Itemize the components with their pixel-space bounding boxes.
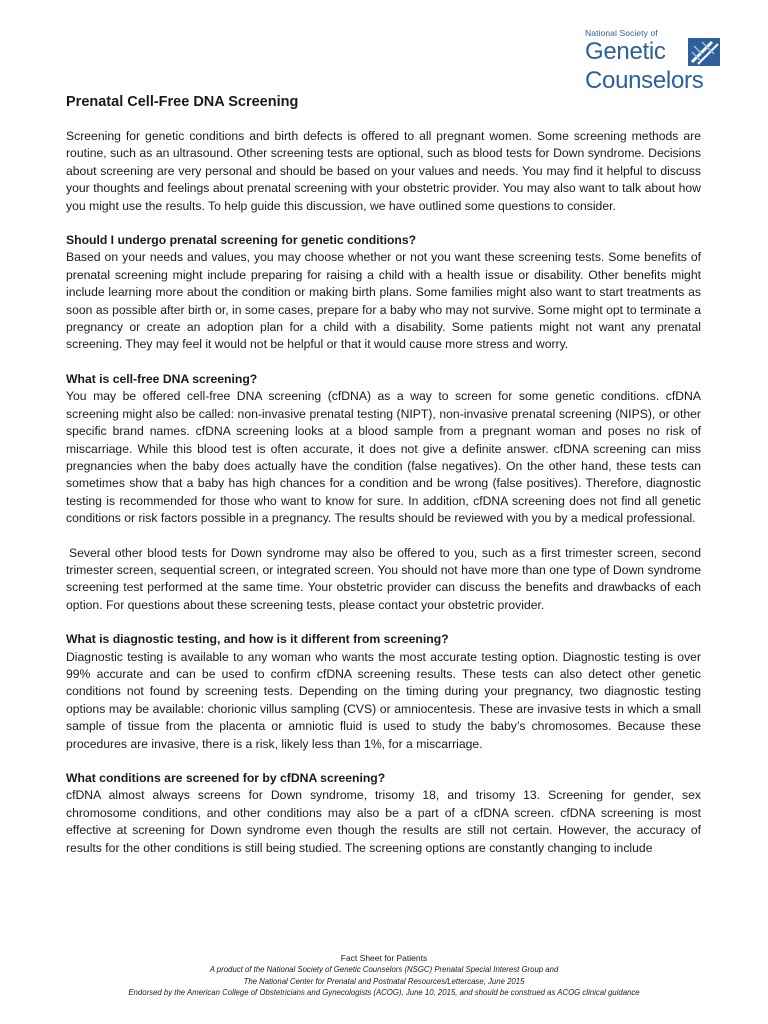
nsgc-logo — [585, 28, 725, 98]
section-body-undergo: Based on your needs and values, you may choose whether or not you want these screening tests. Some benefits of prenatal screening might include preparing for raising a child with a health issue or disability. Other benefits might include learning more about the condition or making birth plans. Some families might also want to start treatments as soon as possible after birth or, in some cases, prepare for a baby who may not survive. Some might opt to terminate a pregnancy or create an adoption plan for a child with a disability. Some patients might not want any prenatal screening. They may feel it would not be helpful or that it would cause more stress and worry. — [66, 250, 701, 352]
logo-line-1: Genetic — [585, 38, 666, 65]
footer-title: Fact Sheet for Patients — [340, 953, 428, 963]
footer-line-3: The National Center for Prenatal and Postnatal Resources/Lettercase, June 2015 — [243, 976, 525, 986]
footer-line-2: A product of the National Society of Genetic Counselors (NSGC) Prenatal Special Interest Group and — [209, 965, 559, 974]
section-heading-conditions: What conditions are screened for by cfDNA screening? — [66, 771, 386, 785]
section-body-conditions: cfDNA almost always screens for Down syndrome, trisomy 18, and trisomy 13. Screening for gender, sex chromosome conditions, and other conditions may also be a part of a cfDNA screen. cfDNA screening is most effective at screening for Down syndrome even though the results are still not certain. However, the accuracy of results for the other conditions is still being studied. The screening options are constantly changing to include — [66, 788, 701, 855]
section-heading-undergo: Should I undergo prenatal screening for genetic conditions? — [66, 233, 417, 248]
dna-helix-icon — [688, 38, 720, 66]
intro-paragraph: Screening for genetic conditions and birth defects is offered to all pregnant women. Some screening methods are routine, such as an ultrasound. Other screening tests are optional, such as blood tests for Down syndrome. Decisions about screening are very personal and should be based on your values and needs. You may find it helpful to discuss your thoughts and feelings about prenatal screening with your obstetric provider. You may also want to talk about how you might use the results. To help guide this discussion, we have outlined some questions to consider. — [66, 129, 701, 213]
section-heading-diagnostic: What is diagnostic testing, and how is it different from screening? — [66, 632, 449, 647]
footer-line-4: Endorsed by the American College of Obstetricians and Gynecologists (ACOG), June 10, 2015, and should be construed as ACOG clinical guidance — [128, 988, 640, 997]
section-body-other-tests: Several other blood tests for Down syndrome may also be offered to you, such as a first trimester screen, second trimester screen, sequential screen, or integrated screen. You should not have more than one type of Down syndrome screening test performed at the same time. Your obstetric provider can discuss the benefits and drawbacks of each option. For questions about these screening tests, please contact your obstetric provider. — [66, 545, 701, 612]
page-footer — [0, 952, 768, 999]
page-title: Prenatal Cell-Free DNA Screening — [66, 94, 299, 110]
section-heading-cfdna: What is cell-free DNA screening? — [66, 371, 258, 386]
logo-line-2: Counselors — [585, 67, 704, 94]
section-body-diagnostic: Diagnostic testing is available to any woman who wants the most accurate testing option. Diagnostic testing is over 99% accurate and can be used to confirm cfDNA screening results. These tests can also detect other genetic conditions not found by screening tests. Depending on the timing during your pregnancy, two diagnostic testing options may be available: chorionic villus sampling (CVS) or amniocentesis. These are invasive tests in which a small sample of tissue from the placenta or amniotic fluid is used to study the baby’s chromosomes. Because these procedures are invasive, there is a risk, likely less than 1%, for a miscarriage. — [66, 649, 701, 751]
section-body-cfdna: You may be offered cell-free DNA screening (cfDNA) as a way to screen for some genetic conditions. cfDNA screening might also be called: non-invasive prenatal testing (NIPT), non-invasive prenatal screening (NIPS), or other specific brand names. cfDNA screening looks at a blood sample from a pregnant woman and poses no risk of miscarriage. While this blood test is often accurate, it does not give a definite answer. cfDNA screening can miss pregnancies when the baby does actually have the condition (false negatives). On the other hand, these tests can sometimes show that a baby has high chances for a condition and be wrong (false positives). Therefore, diagnostic testing is recommended for those who want to know for sure. In addition, cfDNA screening does not find all genetic conditions or risk factors possible in a pregnancy. The results should be reviewed with you by a medical professional. — [66, 389, 701, 526]
document-body — [66, 94, 701, 874]
logo-small-text: National Society of — [585, 28, 658, 38]
